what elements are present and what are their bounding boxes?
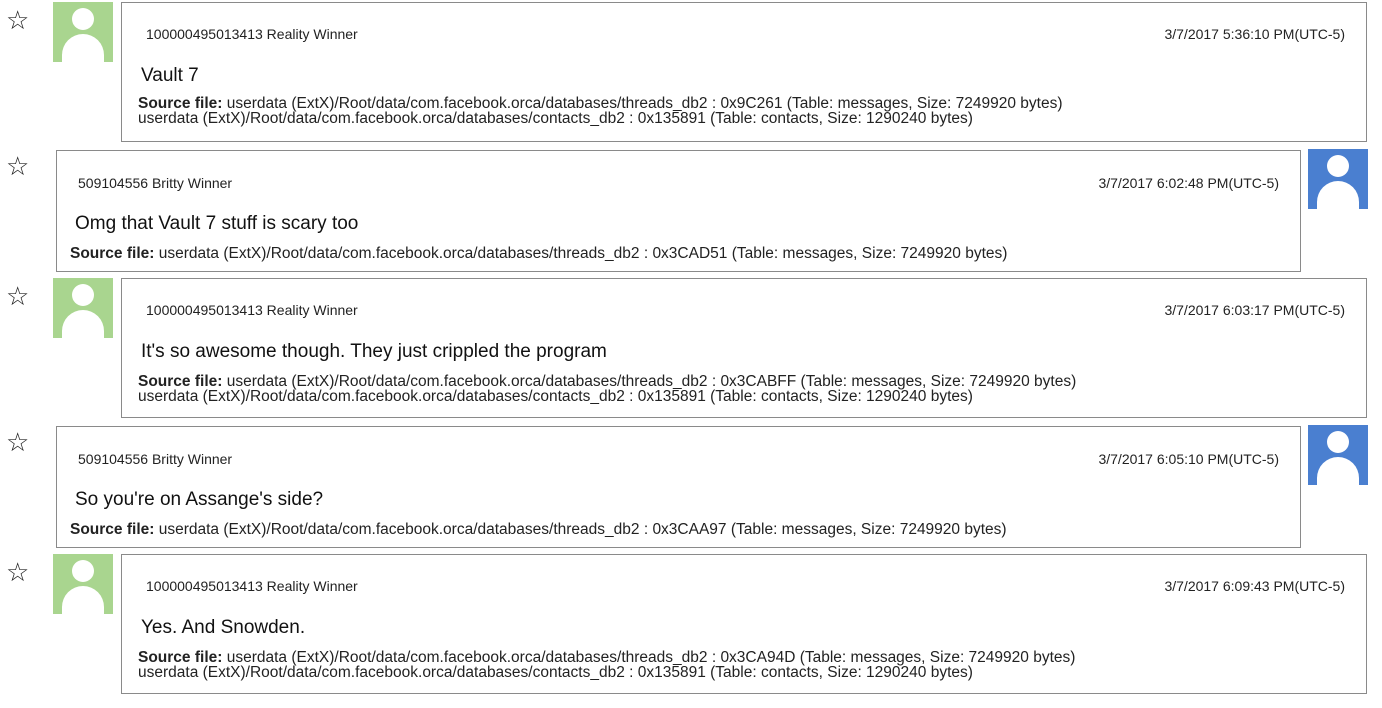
message-timestamp: 3/7/2017 6:09:43 PM(UTC-5)	[1164, 578, 1345, 594]
source-path: userdata (ExtX)/Root/data/com.facebook.orca/databases/contacts_db2 : 0x135891 (Table: contacts, Size: 1290240 bytes)	[138, 388, 973, 405]
avatar	[53, 554, 113, 614]
source-file-info	[70, 246, 1007, 261]
message-text: It's so awesome though. They just crippled the program	[141, 341, 607, 362]
avatar-body	[62, 586, 104, 614]
message-timestamp: 3/7/2017 6:05:10 PM(UTC-5)	[1098, 451, 1279, 467]
sender-name: 100000495013413 Reality Winner	[146, 302, 358, 318]
avatar-body	[62, 310, 104, 338]
message-timestamp: 3/7/2017 6:02:48 PM(UTC-5)	[1098, 175, 1279, 191]
message-text: Omg that Vault 7 stuff is scary too	[75, 213, 359, 234]
message-row	[0, 422, 1382, 552]
source-file-label: Source file:	[138, 373, 223, 390]
source-file-label: Source file:	[138, 95, 223, 112]
avatar-head	[1327, 431, 1349, 453]
message-bubble	[56, 426, 1301, 548]
message-bubble	[121, 554, 1367, 694]
source-file-label: Source file:	[70, 521, 155, 538]
avatar	[53, 2, 113, 62]
star-icon[interactable]: ☆	[6, 558, 30, 588]
avatar	[1308, 149, 1368, 209]
message-row	[0, 552, 1382, 698]
star-icon[interactable]: ☆	[6, 282, 30, 312]
avatar-head	[72, 8, 94, 30]
avatar	[53, 278, 113, 338]
message-row	[0, 276, 1382, 422]
avatar-head	[72, 560, 94, 582]
star-icon[interactable]: ☆	[6, 428, 30, 458]
source-path: userdata (ExtX)/Root/data/com.facebook.orca/databases/threads_db2 : 0x9C261 (Table: messages, Size: 7249920 bytes)	[226, 95, 1063, 112]
avatar-head	[72, 284, 94, 306]
message-bubble	[56, 150, 1301, 272]
star-icon[interactable]: ☆	[6, 152, 30, 182]
message-text: So you're on Assange's side?	[75, 489, 324, 510]
source-path: userdata (ExtX)/Root/data/com.facebook.orca/databases/threads_db2 : 0x3CAD51 (Table: messages, Size: 7249920 bytes)	[158, 245, 1008, 262]
source-path: userdata (ExtX)/Root/data/com.facebook.orca/databases/threads_db2 : 0x3CAA97 (Table: messages, Size: 7249920 bytes)	[158, 521, 1007, 538]
sender-name: 100000495013413 Reality Winner	[146, 26, 358, 42]
sender-name: 100000495013413 Reality Winner	[146, 578, 358, 594]
message-row	[0, 146, 1382, 276]
star-icon[interactable]: ☆	[6, 6, 30, 36]
avatar	[1308, 425, 1368, 485]
source-file-label: Source file:	[70, 245, 155, 262]
source-path: userdata (ExtX)/Root/data/com.facebook.orca/databases/threads_db2 : 0x3CA94D (Table: messages, Size: 7249920 bytes)	[226, 649, 1076, 666]
source-file-label: Source file:	[138, 649, 223, 666]
source-file-info	[70, 522, 1007, 537]
source-file-info	[138, 96, 1063, 126]
message-text: Yes. And Snowden.	[141, 617, 306, 638]
message-timestamp: 3/7/2017 5:36:10 PM(UTC-5)	[1164, 26, 1345, 42]
message-timestamp: 3/7/2017 6:03:17 PM(UTC-5)	[1164, 302, 1345, 318]
source-file-info	[138, 374, 1076, 404]
message-text: Vault 7	[141, 65, 199, 86]
sender-name: 509104556 Britty Winner	[78, 451, 233, 467]
message-bubble	[121, 2, 1367, 142]
avatar-head	[1327, 155, 1349, 177]
avatar-body	[62, 34, 104, 62]
message-row	[0, 0, 1382, 146]
source-path: userdata (ExtX)/Root/data/com.facebook.orca/databases/threads_db2 : 0x3CABFF (Table: messages, Size: 7249920 bytes)	[226, 373, 1077, 390]
avatar-body	[1317, 181, 1359, 209]
message-bubble	[121, 278, 1367, 418]
source-file-info	[138, 650, 1075, 680]
sender-name: 509104556 Britty Winner	[78, 175, 233, 191]
source-path: userdata (ExtX)/Root/data/com.facebook.orca/databases/contacts_db2 : 0x135891 (Table: contacts, Size: 1290240 bytes)	[138, 110, 973, 127]
avatar-body	[1317, 457, 1359, 485]
source-path: userdata (ExtX)/Root/data/com.facebook.orca/databases/contacts_db2 : 0x135891 (Table: contacts, Size: 1290240 bytes)	[138, 664, 973, 681]
